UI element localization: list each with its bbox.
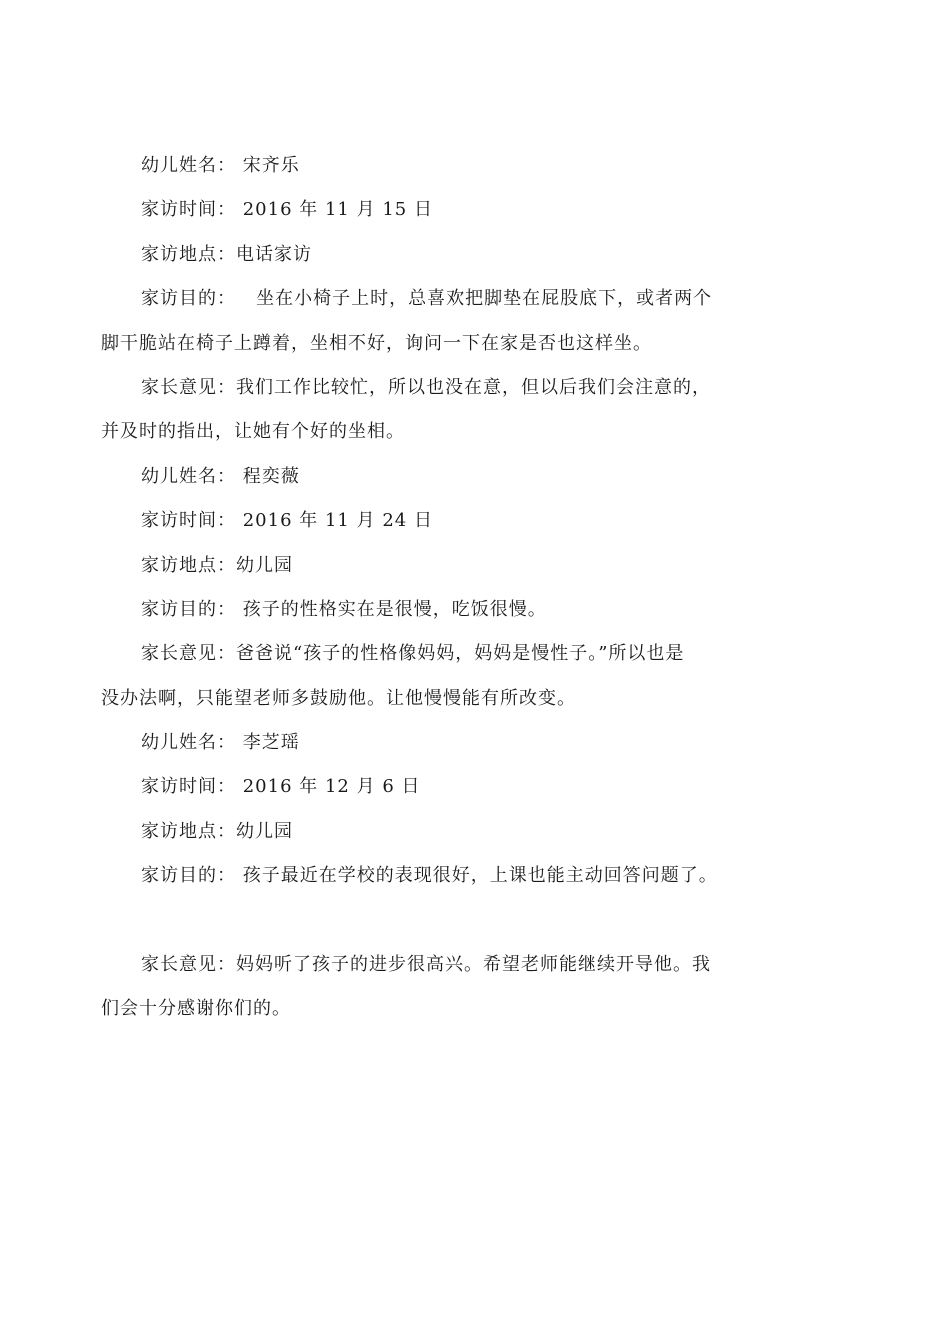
visit-record-3	[101, 721, 751, 1032]
visit-place-line: 家访地点：电话家访	[141, 243, 312, 265]
parent-opinion-line: 家长意见：爸爸说“孩子的性格像妈妈，妈妈是慢性子。”所以也是	[141, 643, 685, 665]
visit-time-line: 家访时间： 2016 年 12 月 6 日	[141, 776, 421, 798]
blank-spacer	[101, 899, 751, 943]
visit-record-1	[101, 144, 751, 455]
visit-time-line: 家访时间： 2016 年 11 月 24 日	[141, 510, 433, 532]
visit-place-line: 家访地点：幼儿园	[141, 554, 293, 576]
visit-purpose-line: 家访目的： 孩子最近在学校的表现很好，上课也能主动回答问题了。	[141, 865, 718, 887]
parent-opinion-line: 家长意见：我们工作比较忙，所以也没在意，但以后我们会注意的，	[141, 376, 711, 398]
parent-opinion-line: 家长意见：妈妈听了孩子的进步很高兴。希望老师能继续开导他。我	[141, 954, 711, 976]
parent-opinion-continuation: 并及时的指出，让她有个好的坐相。	[101, 421, 405, 443]
child-name-line: 幼儿姓名： 程奕薇	[141, 465, 300, 487]
visit-purpose-line: 家访目的： 孩子的性格实在是很慢，吃饭很慢。	[141, 598, 547, 620]
visit-time-line: 家访时间： 2016 年 11 月 15 日	[141, 199, 433, 221]
parent-opinion-continuation: 没办法啊，只能望老师多鼓励他。让他慢慢能有所改变。	[101, 687, 576, 709]
parent-opinion-continuation: 们会十分感谢你们的。	[101, 998, 291, 1020]
child-name-line: 幼儿姓名： 李芝瑶	[141, 732, 300, 754]
visit-record-2	[101, 455, 751, 721]
visit-place-line: 家访地点：幼儿园	[141, 820, 293, 842]
visit-purpose-line: 家访目的： 坐在小椅子上时，总喜欢把脚垫在屁股底下，或者两个	[141, 288, 713, 310]
child-name-line: 幼儿姓名： 宋齐乐	[141, 155, 300, 176]
home-visit-records	[101, 144, 751, 1032]
visit-purpose-continuation: 脚干脆站在椅子上蹲着，坐相不好，询问一下在家是否也这样坐。	[101, 332, 652, 354]
